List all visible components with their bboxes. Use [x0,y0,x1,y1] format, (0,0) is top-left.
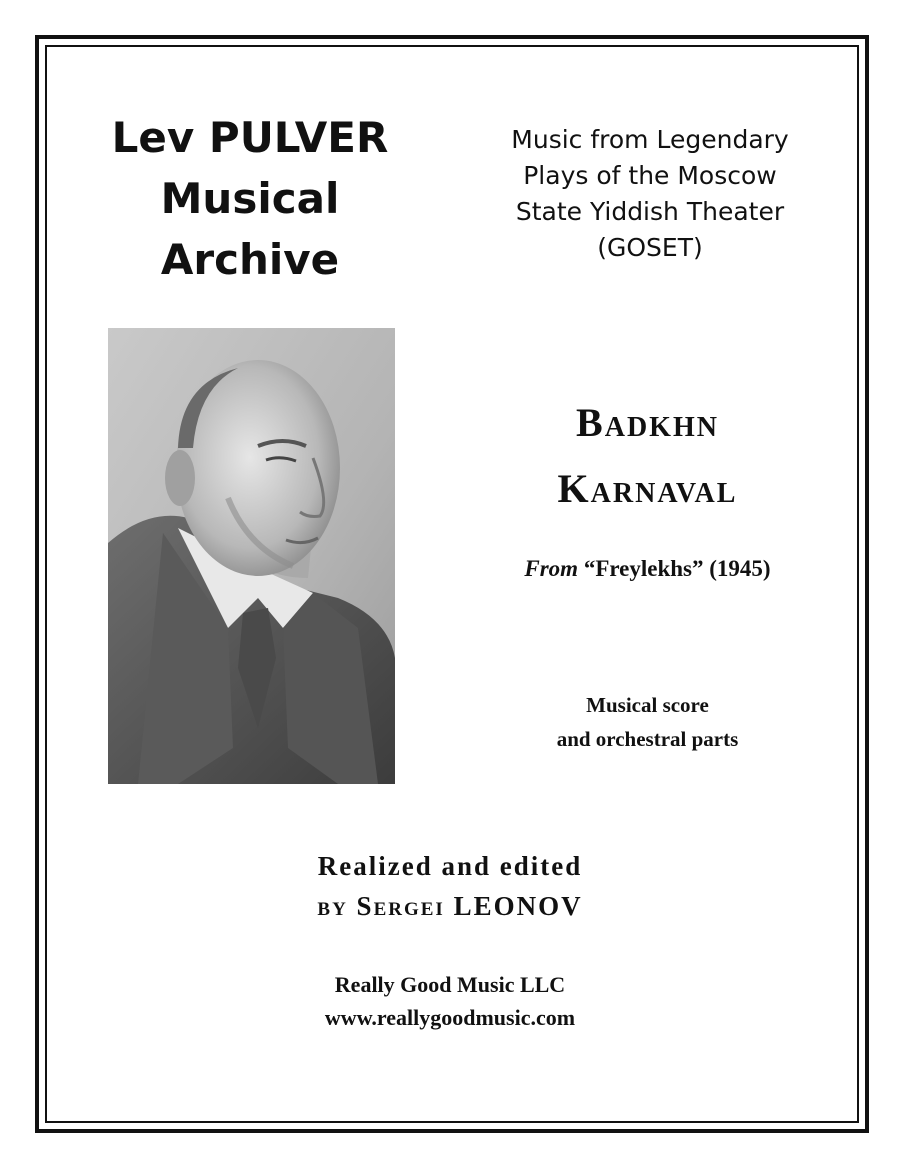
composer-portrait [108,328,395,784]
archive-title-line2: Musical [160,174,340,223]
publisher-url[interactable]: www.reallygoodmusic.com [324,1005,576,1030]
source-title: “Freylekhs” (1945) [583,556,771,581]
archive-title [60,107,440,290]
credit-surname: LEONOV [453,891,583,921]
contents-line2: and orchestral parts [556,727,739,751]
work-title [470,390,825,522]
credit-by: by Sergei [317,891,445,921]
archive-title-line3: Archive [160,235,340,284]
contents-description [470,688,825,756]
subtitle-line2: Plays of the Moscow [523,161,777,190]
subtitle-line3: State Yiddish Theater [515,197,785,226]
series-subtitle [465,122,835,266]
work-title-line2: Karnaval [557,466,738,511]
contents-line1: Musical score [586,693,709,717]
publisher-block [150,968,750,1034]
work-title-line1: Badkhn [576,400,719,445]
from-word: From [524,556,579,581]
publisher-name: Really Good Music LLC [334,972,566,997]
subtitle-line1: Music from Legendary [511,125,789,154]
credit-line1: Realized and edited [317,851,583,881]
editor-credit [150,846,750,926]
subtitle-line4: (GOSET) [597,233,703,262]
work-source [455,556,840,582]
archive-title-line1: Lev PULVER [111,113,389,162]
